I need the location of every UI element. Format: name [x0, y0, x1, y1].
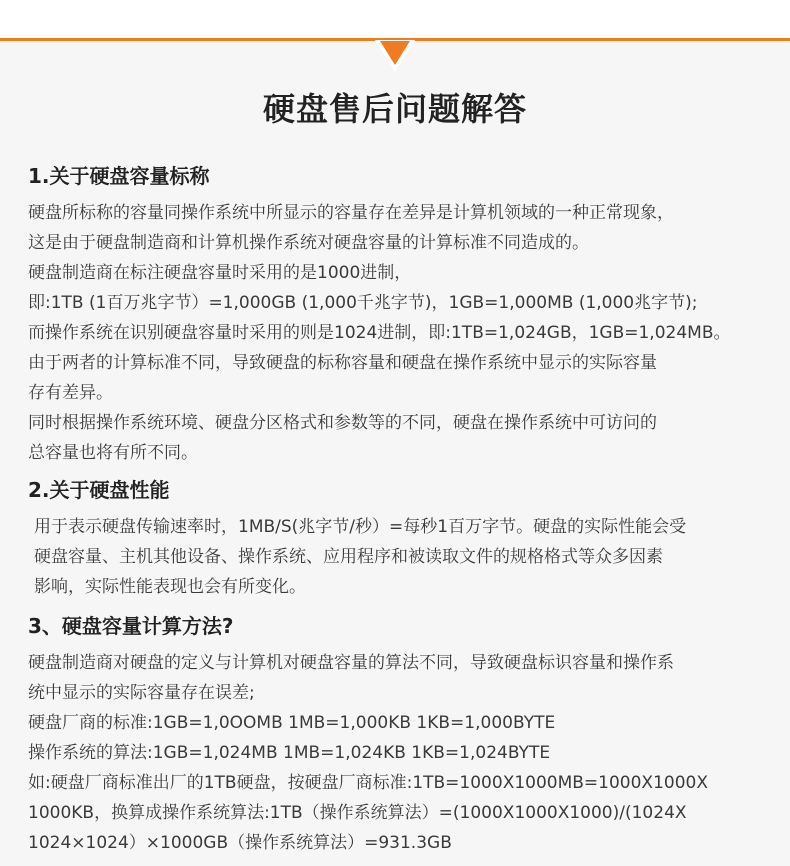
- top-banner-area: [0, 0, 790, 38]
- body-line: 由于两者的计算标准不同，导致硬盘的标称容量和硬盘在操作系统中显示的实际容量: [28, 353, 657, 373]
- body-line: 而操作系统在识别硬盘容量时采用的则是1024进制，即:1TB=1,024GB，1GB=1,024MB。: [28, 323, 731, 343]
- section-heading: 1.关于硬盘容量标称: [28, 164, 210, 188]
- body-line: 操作系统的算法:1GB=1,024MB 1MB=1,024KB 1KB=1,024BYTE: [28, 743, 551, 763]
- section-disk-performance: [28, 472, 788, 602]
- section-capacity-label: [28, 158, 788, 468]
- section-body: [28, 648, 788, 858]
- body-line: 影响，实际性能表现也会有所变化。: [34, 577, 306, 597]
- section-body: [28, 198, 788, 468]
- body-line: 用于表示硬盘传输速率时，1MB/S(兆字节/秒）=每秒1百万字节。硬盘的实际性能会受: [34, 517, 687, 537]
- body-line: 硬盘厂商的标准:1GB=1,0OOMB 1MB=1,000KB 1KB=1,000BYTE: [28, 713, 556, 733]
- section-body: [28, 512, 788, 602]
- body-line: 总容量也将有所不同。: [28, 443, 198, 463]
- body-line: 硬盘制造商对硬盘的定义与计算机对硬盘容量的算法不同，导致硬盘标识容量和操作系: [28, 653, 674, 673]
- section-heading: 3、硬盘容量计算方法?: [28, 614, 234, 638]
- body-line: 统中显示的实际容量存在误差;: [28, 683, 255, 703]
- body-line: 存有差异。: [28, 383, 113, 403]
- body-line: 即:1TB (1百万兆字节）=1,000GB (1,000千兆字节)，1GB=1,000MB (1,000兆字节);: [28, 293, 698, 313]
- body-line: 如:硬盘厂商标准出厂的1TB硬盘，按硬盘厂商标准:1TB=1000X1000MB=1000X1000X: [28, 773, 708, 793]
- body-line: 这是由于硬盘制造商和计算机操作系统对硬盘容量的计算标准不同造成的。: [28, 233, 589, 253]
- body-line: 1000KB，换算成操作系统算法:1TB（操作系统算法）=(1000X1000X1000)/(1024X: [28, 803, 687, 823]
- down-arrow-icon: [380, 41, 410, 65]
- body-line: 硬盘容量、主机其他设备、操作系统、应用程序和被读取文件的规格格式等众多因素: [34, 547, 663, 567]
- body-line: 硬盘所标称的容量同操作系统中所显示的容量存在差异是计算机领域的一种正常现象，: [28, 203, 674, 223]
- body-line: 1024×1024）×1000GB（操作系统算法）=931.3GB: [28, 833, 452, 853]
- body-line: 硬盘制造商在标注硬盘容量时采用的是1000进制，: [28, 263, 412, 283]
- body-line: 同时根据操作系统环境、硬盘分区格式和参数等的不同，硬盘在操作系统中可访问的: [28, 413, 657, 433]
- section-capacity-calculation: [28, 608, 788, 858]
- page-title: 硬盘售后问题解答: [262, 90, 527, 128]
- section-heading: 2.关于硬盘性能: [28, 478, 170, 502]
- faq-content: [28, 158, 788, 858]
